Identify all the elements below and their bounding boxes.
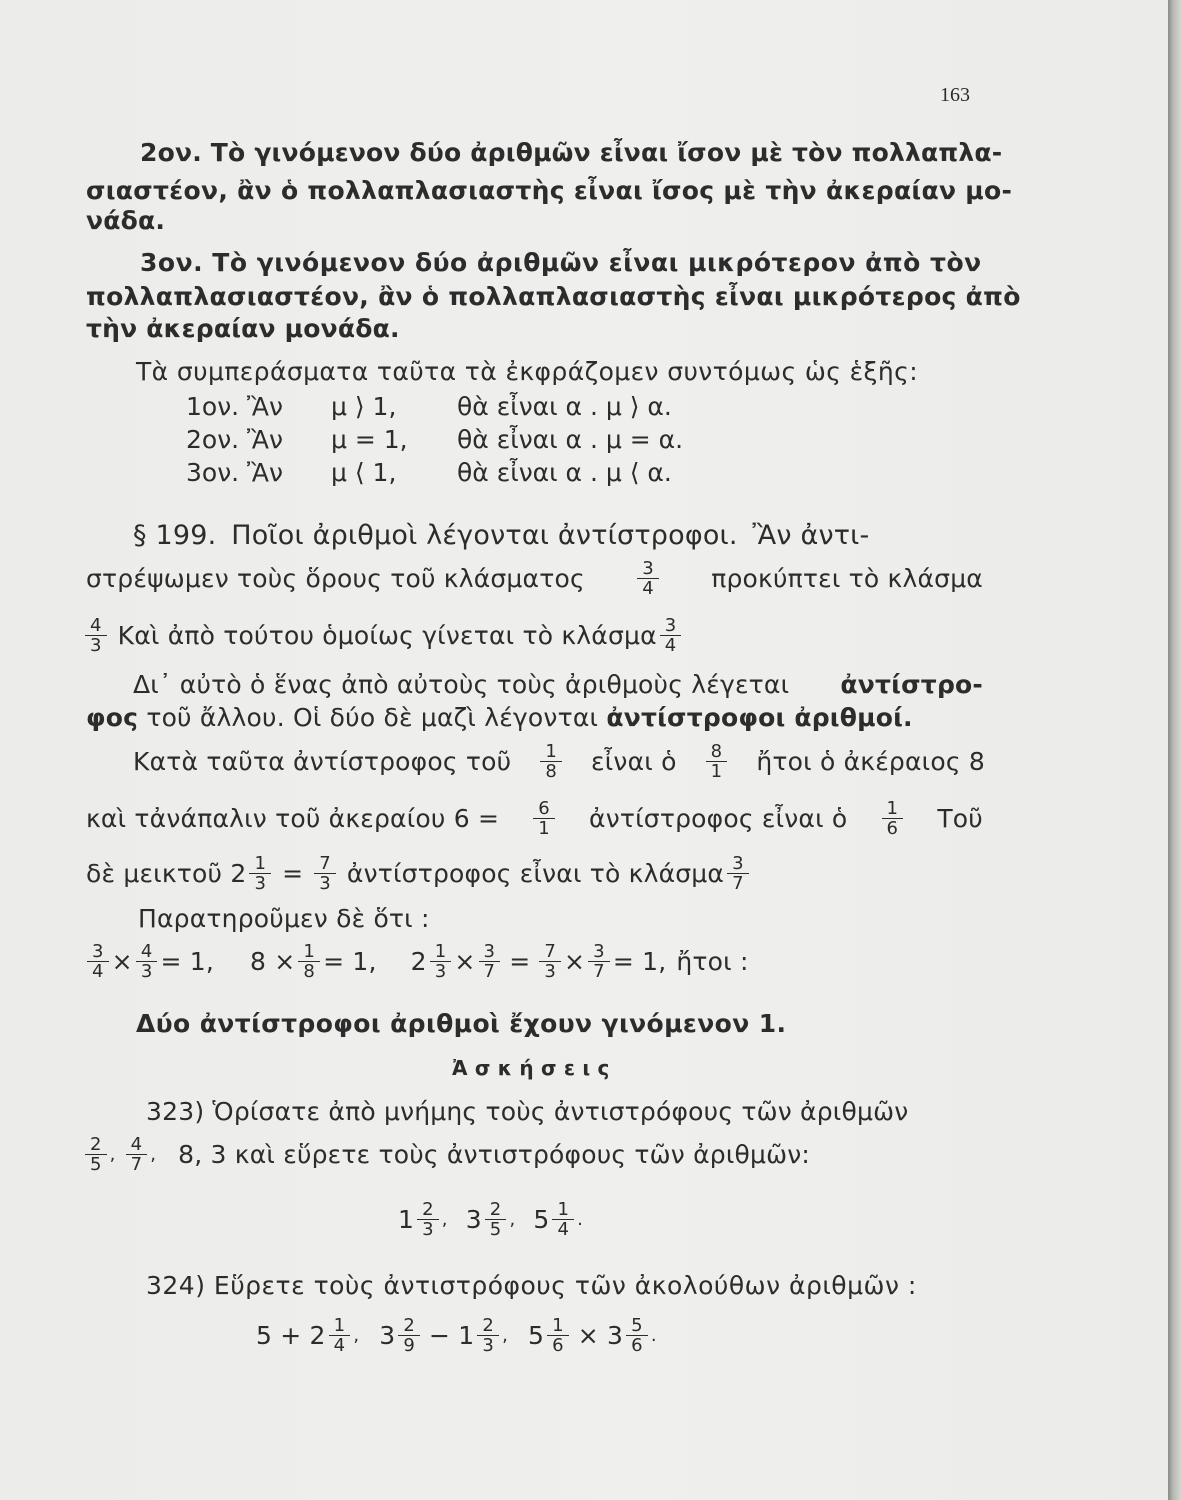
- numerator: 2: [398, 1316, 420, 1336]
- comma: ,: [109, 1143, 116, 1165]
- case1-result: θὰ εἶναι α . μ ⟩ α.: [457, 392, 672, 421]
- kata-line3: [86, 854, 752, 893]
- comma: ,: [353, 1324, 360, 1346]
- text-span: δὲ μεικτοῦ 2: [86, 858, 247, 888]
- times-sign: ×: [454, 946, 476, 976]
- numerator: 2: [477, 1316, 499, 1336]
- eight-times: 8 ×: [250, 946, 296, 976]
- denominator: 4: [557, 1219, 570, 1240]
- text-span: στρέψωμεν τοὺς ὅρους τοῦ κλάσματος: [86, 563, 585, 593]
- text-span: ἤτοι :: [676, 946, 749, 976]
- fraction-1-4: [552, 1200, 574, 1239]
- exercise-324-expressions: [256, 1316, 657, 1355]
- fraction-3-4-b: [660, 616, 682, 655]
- fraction-3-7-eq: [479, 942, 501, 981]
- denominator: 1: [538, 818, 550, 839]
- numerator: 2: [417, 1200, 439, 1220]
- page-edge: [1168, 0, 1181, 1500]
- denominator: 4: [92, 961, 104, 982]
- fraction-3-7: [727, 854, 749, 893]
- denominator: 7: [732, 873, 744, 894]
- bold-term: φος: [86, 703, 139, 732]
- period: .: [577, 1208, 584, 1230]
- exercise-323-line1: 323) Ὁρίσατε ἀπὸ μνήμης τοὺς ἀντιστρόφους τῶν ἀριθμῶν: [146, 1097, 909, 1126]
- fraction-3-4: [637, 559, 659, 598]
- denominator: 3: [422, 1219, 434, 1240]
- section-199-heading: [133, 520, 869, 552]
- text-span: ἀντίστροφος εἶναι ὁ: [589, 803, 848, 833]
- denominator: 9: [403, 1335, 415, 1356]
- fraction-1-4-b: [329, 1316, 351, 1355]
- case3-label: 3ον. Ἂν: [186, 458, 283, 487]
- page-number: 163: [940, 84, 970, 106]
- exercise-323-line2: [82, 1135, 810, 1174]
- denominator: 6: [631, 1335, 643, 1356]
- fraction-6-1: [533, 799, 555, 838]
- numerator: 3: [660, 616, 682, 636]
- kata-line1: [133, 742, 985, 781]
- case2-result: θὰ εἶναι α . μ = α.: [457, 425, 684, 454]
- denominator: 3: [254, 873, 267, 894]
- numerator: 1: [249, 854, 271, 874]
- section-title: Ποῖοι ἀριθμοὶ λέγονται ἀντίστροφοι.: [231, 520, 738, 551]
- whole-part: 3: [465, 1204, 482, 1234]
- numerator: 1: [882, 799, 904, 819]
- numerator: 7: [314, 854, 336, 874]
- rule3-line1: 3ον. Τὸ γινόμενον δύο ἀριθμῶν εἶναι μικρότερον ἀπὸ τὸν: [140, 248, 982, 277]
- fraction-2-5-b: [485, 1200, 507, 1239]
- whole-part: 2: [410, 946, 427, 976]
- text-span: 8, 3 καὶ εὕρετε τοὺς ἀντιστρόφους τῶν ἀριθμῶν:: [178, 1139, 811, 1169]
- fraction-4-3: [85, 616, 107, 655]
- times-sign: ×: [564, 946, 586, 976]
- text-span: Δι᾽ αὐτὸ ὁ ἕνας ἀπὸ αὐτοὺς τοὺς ἀριθμοὺς λέγεται: [133, 670, 790, 699]
- observe-text: Παρατηροῦμεν δὲ ὅτι :: [138, 904, 430, 933]
- case2-condition: μ = 1,: [331, 425, 408, 454]
- section-number: § 199.: [133, 520, 217, 551]
- kata-line2: [86, 799, 983, 838]
- fraction-7-3-eq: [539, 942, 561, 981]
- case2-label: 2ον. Ἂν: [186, 425, 283, 454]
- denominator: 6: [886, 818, 899, 839]
- fraction-1-3-eq: [430, 942, 452, 981]
- denominator: 7: [483, 961, 496, 982]
- text-span: προκύπτει τὸ κλάσμα: [711, 563, 983, 593]
- denominator: 4: [333, 1335, 346, 1356]
- numerator: 4: [136, 942, 158, 962]
- denominator: 8: [303, 961, 316, 982]
- fraction-2-3-b: [477, 1316, 499, 1355]
- denominator: 5: [90, 1154, 102, 1175]
- denominator: 4: [664, 635, 677, 656]
- section-199-line2: [86, 559, 983, 598]
- denominator: 3: [544, 961, 557, 982]
- times-sign: ×: [111, 946, 133, 976]
- fraction-8-1: [706, 742, 728, 781]
- equals-one: = 1,: [323, 946, 377, 976]
- fraction-1-6: [882, 799, 904, 838]
- rule2-line1: 2ον. Τὸ γινόμενον δύο ἀριθμῶν εἶναι ἴσον μὲ τὸν πολλαπλα-: [140, 138, 1003, 167]
- fraction-3-7-eq-b: [588, 942, 610, 981]
- fraction-7-3: [314, 854, 336, 893]
- denominator: 8: [545, 761, 557, 782]
- numerator: 4: [126, 1135, 148, 1155]
- case1-condition: μ ⟩ 1,: [331, 392, 397, 421]
- case1-label: 1ον. Ἂν: [186, 392, 283, 421]
- denominator: 1: [710, 761, 723, 782]
- fraction-3-4-eq: [87, 942, 109, 981]
- text-span: εἶναι ὁ: [591, 746, 677, 776]
- fraction-2-5: [85, 1135, 107, 1174]
- rule3-line2: πολλαπλασιαστέον, ἂν ὁ πολλαπλασιαστὴς εἶναι μικρότερος ἀπὸ: [86, 282, 1021, 311]
- numerator: 3: [588, 942, 610, 962]
- bold-term: ἀντίστρο-: [840, 670, 983, 699]
- whole-part: 5: [533, 1204, 550, 1234]
- fraction-4-3-eq: [136, 942, 158, 981]
- equals-sign: =: [509, 946, 531, 976]
- numerator: 3: [637, 559, 659, 579]
- numerator: 1: [298, 942, 320, 962]
- numerator: 4: [85, 616, 107, 636]
- rule-bold: Δύο ἀντίστροφοι ἀριθμοὶ ἔχουν γινόμενον 1.: [136, 1009, 787, 1038]
- rule2-line2: σιαστέον, ἂν ὁ πολλαπλασιαστὴς εἶναι ἴσος μὲ τὴν ἀκεραίαν μο-: [86, 176, 1013, 205]
- rule3-line3: τὴν ἀκεραίαν μονάδα.: [86, 314, 400, 343]
- fraction-2-3: [417, 1200, 439, 1239]
- summary-intro: Τὰ συμπεράσματα ταῦτα τὰ ἐκφράζομεν συντόμως ὡς ἑξῆς:: [136, 357, 919, 386]
- comma: ,: [150, 1143, 157, 1165]
- denominator: 3: [90, 635, 102, 656]
- fraction-1-8: [540, 742, 562, 781]
- numerator: 1: [329, 1316, 351, 1336]
- denominator: 3: [434, 961, 447, 982]
- equals-one: = 1,: [160, 946, 215, 976]
- denominator: 5: [489, 1219, 502, 1240]
- denominator: 3: [140, 961, 153, 982]
- reciprocal-para-line1: [133, 669, 983, 701]
- fraction-2-9: [398, 1316, 420, 1355]
- numerator: 1: [430, 942, 452, 962]
- fraction-1-6-b: [547, 1316, 569, 1355]
- denominator: 6: [552, 1335, 564, 1356]
- text-span: Τοῦ: [937, 803, 983, 833]
- denominator: 4: [642, 578, 654, 599]
- denominator: 7: [130, 1154, 143, 1175]
- bold-term: ἀντίστροφοι ἀριθμοί.: [606, 703, 913, 732]
- rule2-line3: νάδα.: [86, 206, 166, 235]
- numerator: 2: [485, 1200, 507, 1220]
- denominator: 7: [593, 961, 605, 982]
- equals-sign: =: [282, 858, 304, 888]
- expr-text: 5: [527, 1320, 545, 1350]
- equations-line: [84, 942, 749, 981]
- expr-text: 3: [379, 1320, 396, 1350]
- text-span: Κατὰ ταῦτα ἀντίστροφος τοῦ: [133, 746, 512, 776]
- denominator: 3: [482, 1335, 495, 1356]
- fraction-5-6: [626, 1316, 648, 1355]
- numerator: 1: [547, 1316, 569, 1336]
- exercise-323-mixed: [398, 1200, 583, 1239]
- denominator: 3: [319, 873, 331, 894]
- fraction-1-8-eq: [298, 942, 320, 981]
- case3-condition: μ ⟨ 1,: [331, 458, 397, 487]
- comma: ,: [509, 1208, 516, 1230]
- numerator: 8: [706, 742, 728, 762]
- whole-part: 1: [398, 1204, 415, 1234]
- text-span: Καὶ ἀπὸ τούτου ὁμοίως γίνεται τὸ κλάσμα: [117, 620, 657, 650]
- fraction-1-3: [249, 854, 271, 893]
- numerator: 3: [727, 854, 749, 874]
- equals-one: = 1,: [612, 946, 667, 976]
- expr-text: 5 + 2: [256, 1320, 326, 1350]
- section-text-start: Ἂν ἀντι-: [752, 520, 870, 551]
- numerator: 7: [539, 942, 561, 962]
- text-span: καὶ τἀνάπαλιν τοῦ ἀκεραίου 6 =: [86, 803, 500, 833]
- numerator: 3: [87, 942, 109, 962]
- comma: ,: [502, 1324, 508, 1346]
- expr-text: − 1: [429, 1320, 475, 1350]
- numerator: 3: [479, 942, 501, 962]
- period: .: [650, 1324, 657, 1346]
- section-199-line3: [82, 616, 684, 655]
- comma: ,: [441, 1208, 448, 1230]
- fraction-4-7: [126, 1135, 148, 1174]
- case3-result: θὰ εἶναι α . μ ⟨ α.: [457, 458, 672, 487]
- numerator: 1: [552, 1200, 574, 1220]
- expr-text: × 3: [577, 1320, 624, 1350]
- numerator: 1: [540, 742, 562, 762]
- exercises-heading: Ἀ σ κ ή σ ε ι ς: [452, 1056, 610, 1080]
- exercise-324-line1: 324) Εὕρετε τοὺς ἀντιστρόφους τῶν ἀκολούθων ἀριθμῶν :: [146, 1271, 917, 1300]
- numerator: 2: [85, 1135, 107, 1155]
- numerator: 6: [533, 799, 555, 819]
- numerator: 5: [626, 1316, 648, 1336]
- reciprocal-para-line2: [86, 702, 913, 734]
- text-span: ἤτοι ὁ ἀκέραιος 8: [756, 746, 985, 776]
- text-span: ἀντίστροφος εἶναι τὸ κλάσμα: [346, 858, 725, 888]
- text-span: τοῦ ἄλλου. Οἱ δύο δὲ μαζὶ λέγονται: [146, 703, 599, 732]
